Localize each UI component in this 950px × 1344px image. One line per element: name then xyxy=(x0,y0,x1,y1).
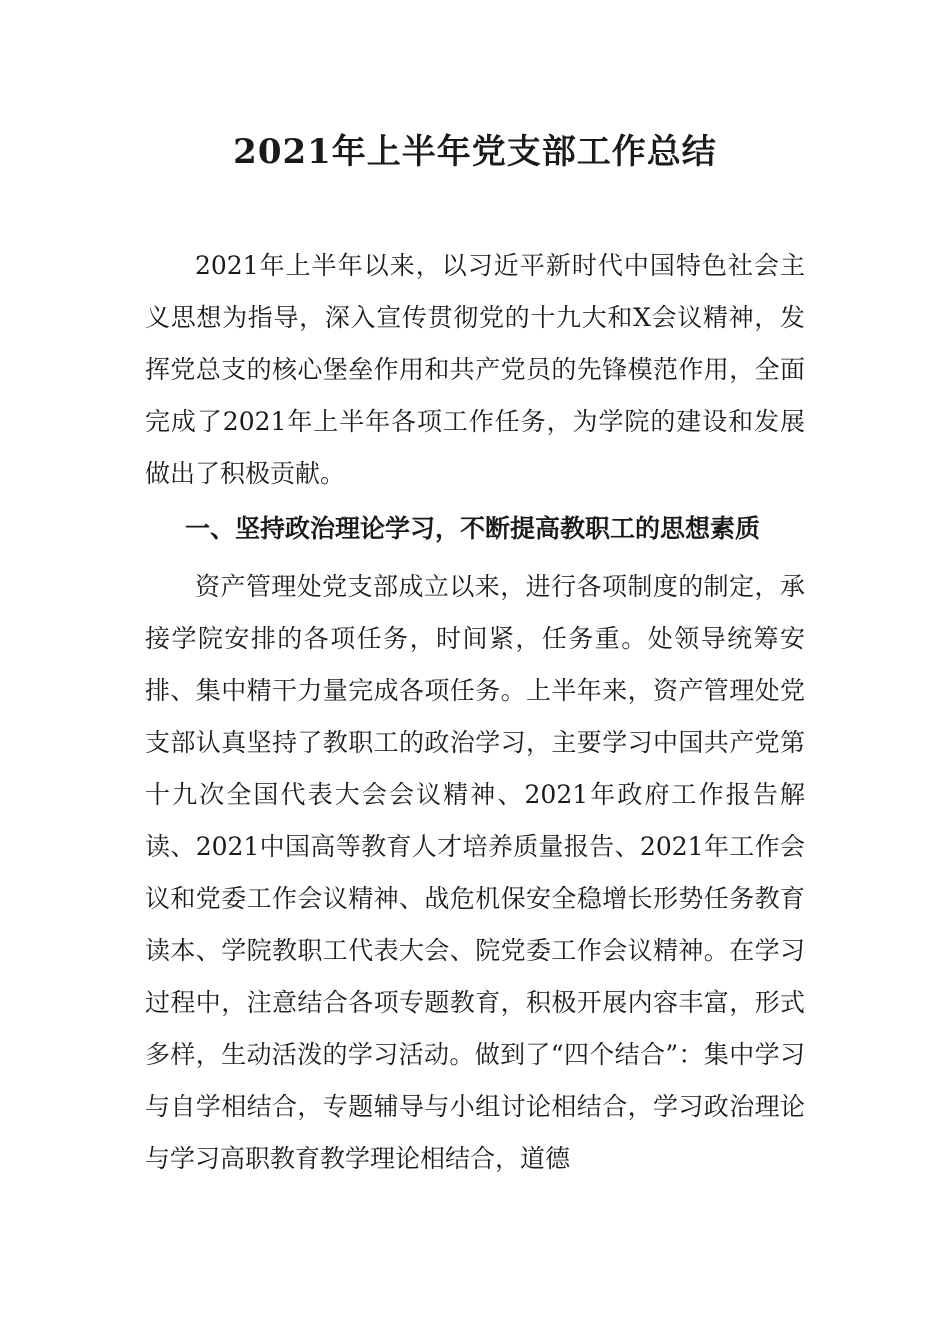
document-title: 2021年上半年党支部工作总结 xyxy=(233,132,717,172)
section-heading: 一、坚持政治理论学习，不断提高教职工的思想素质 xyxy=(185,514,761,543)
section-paragraph: 资产管理处党支部成立以来，进行各项制度的制定，承接学院安排的各项任务，时间紧，任务重。处领导统筹安排、集中精干力量完成各项任务。上半年来，资产管理处党支部认真坚持了教职工的政治学习，主要学习中国共产党第十九次全国代表大会会议精神、2021年政府工作报告解读、2021中国高等教育人才培养质量报告、2021年工作会议和党委工作会议精神、战危机保安全稳增长形势任务教育读本、学院教职工代表大会、院党委工作会议精神。在学习过程中，注意结合各项专题教育，积极开展内容丰富，形式多样，生动活泼的学习活动。做到了“四个结合”：集中学习与自学相结合，专题辅导与小组讨论相结合，学习政治理论与学习高职教育教学理论相结合，道德 xyxy=(145,572,805,1173)
intro-paragraph: 2021年上半年以来，以习近平新时代中国特色社会主义思想为指导，深入宣传贯彻党的十九大和X会议精神，发挥党总支的核心堡垒作用和共产党员的先锋模范作用，全面完成了2021年上半年各项工作任务，为学院的建设和发展做出了积极贡献。 xyxy=(145,251,805,488)
